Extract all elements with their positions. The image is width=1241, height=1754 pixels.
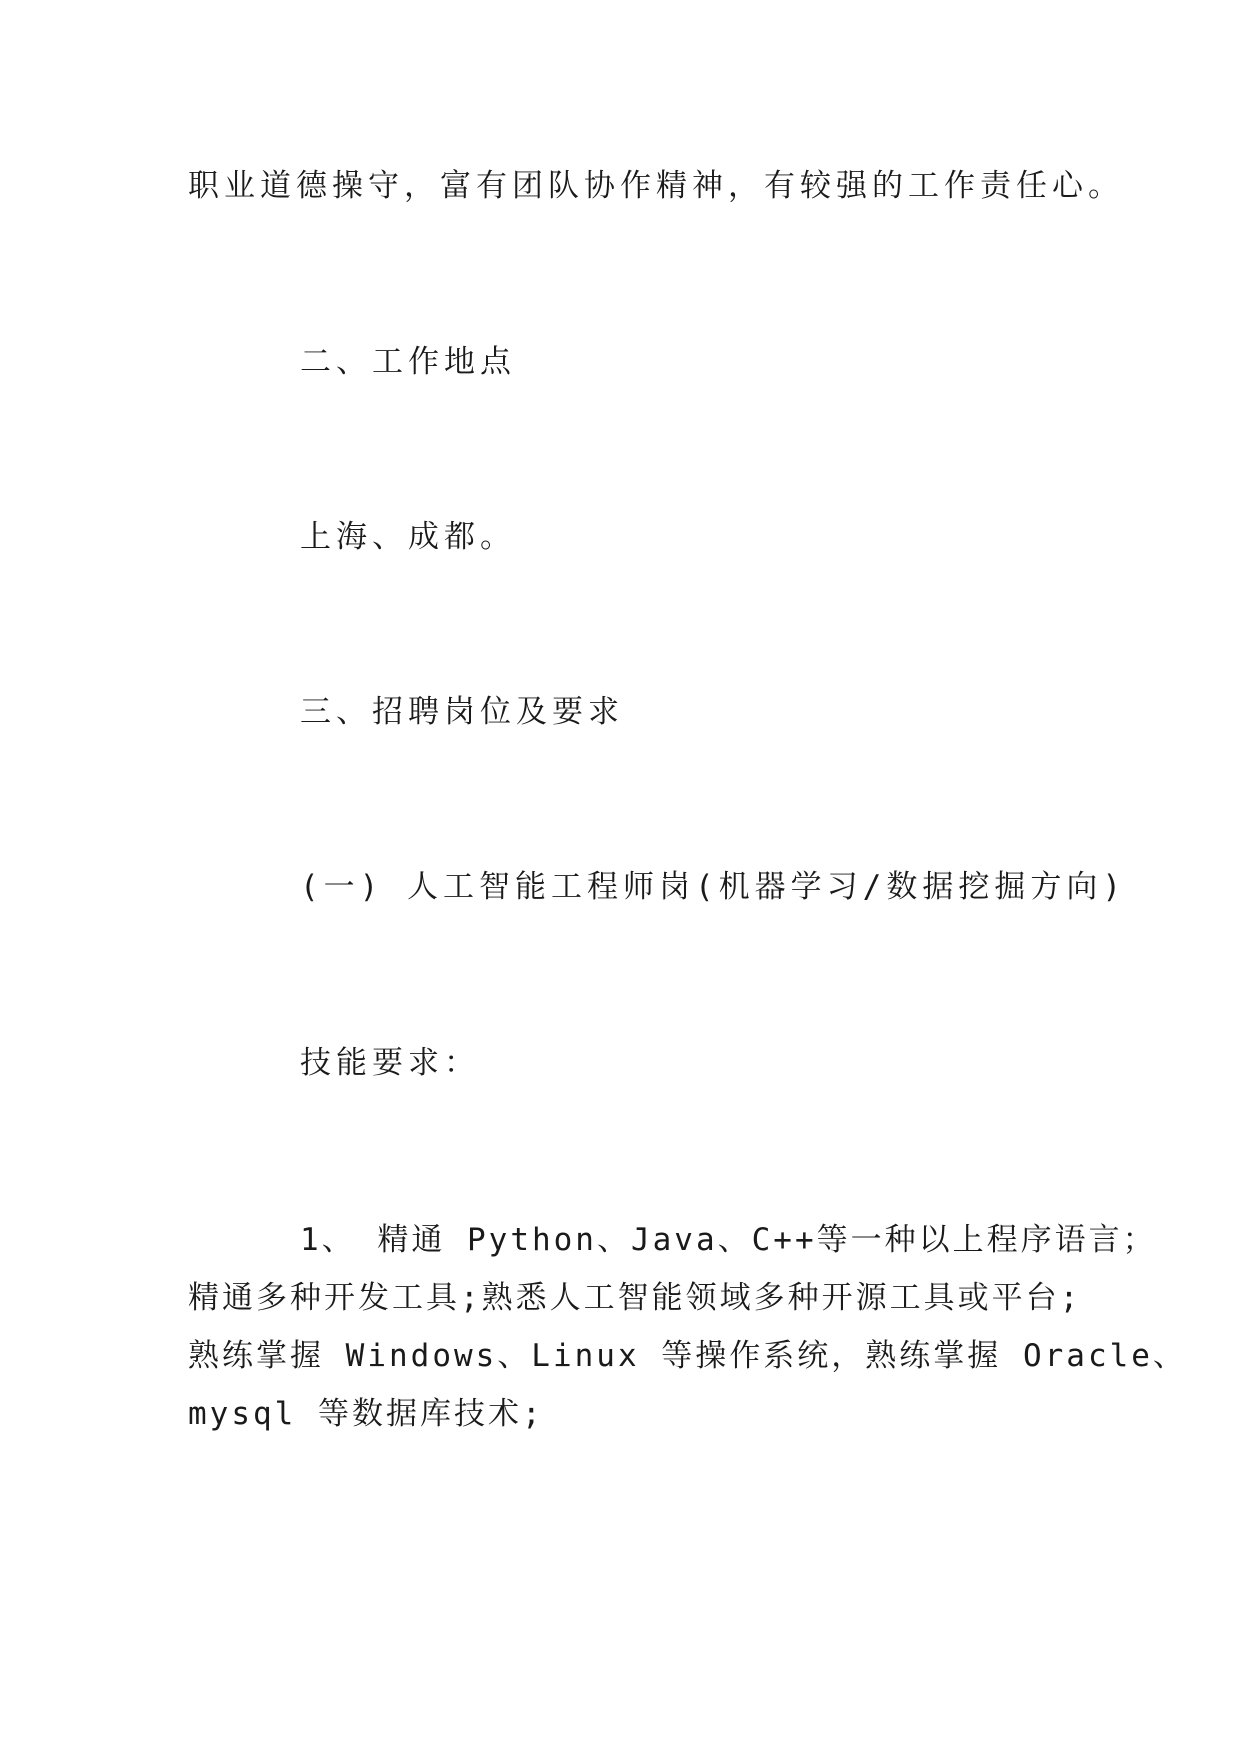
skill-item-1-line-3: 熟练掌握 Windows、Linux 等操作系统，熟练掌握 Oracle、 <box>188 1338 1187 1374</box>
heading-positions-requirements: 三、招聘岗位及要求 <box>300 694 624 730</box>
skill-item-1-line-1: 1、 精通 Python、Java、C++等一种以上程序语言； <box>300 1222 1157 1258</box>
skill-item-1-line-2: 精通多种开发工具;熟悉人工智能领域多种开源工具或平台; <box>188 1280 1082 1316</box>
subheading-ai-engineer: (一) 人工智能工程师岗(机器学习/数据挖掘方向) <box>300 869 1126 905</box>
paragraph-professional-ethics: 职业道德操守，富有团队协作精神，有较强的工作责任心。 <box>188 168 1124 204</box>
heading-work-location: 二、工作地点 <box>300 344 516 380</box>
skill-item-1-line-4: mysql 等数据库技术; <box>188 1396 544 1432</box>
skills-requirements-label: 技能要求： <box>300 1045 480 1081</box>
skill-item-1 <box>188 1211 1187 1443</box>
paragraph-locations: 上海、成都。 <box>300 519 516 555</box>
